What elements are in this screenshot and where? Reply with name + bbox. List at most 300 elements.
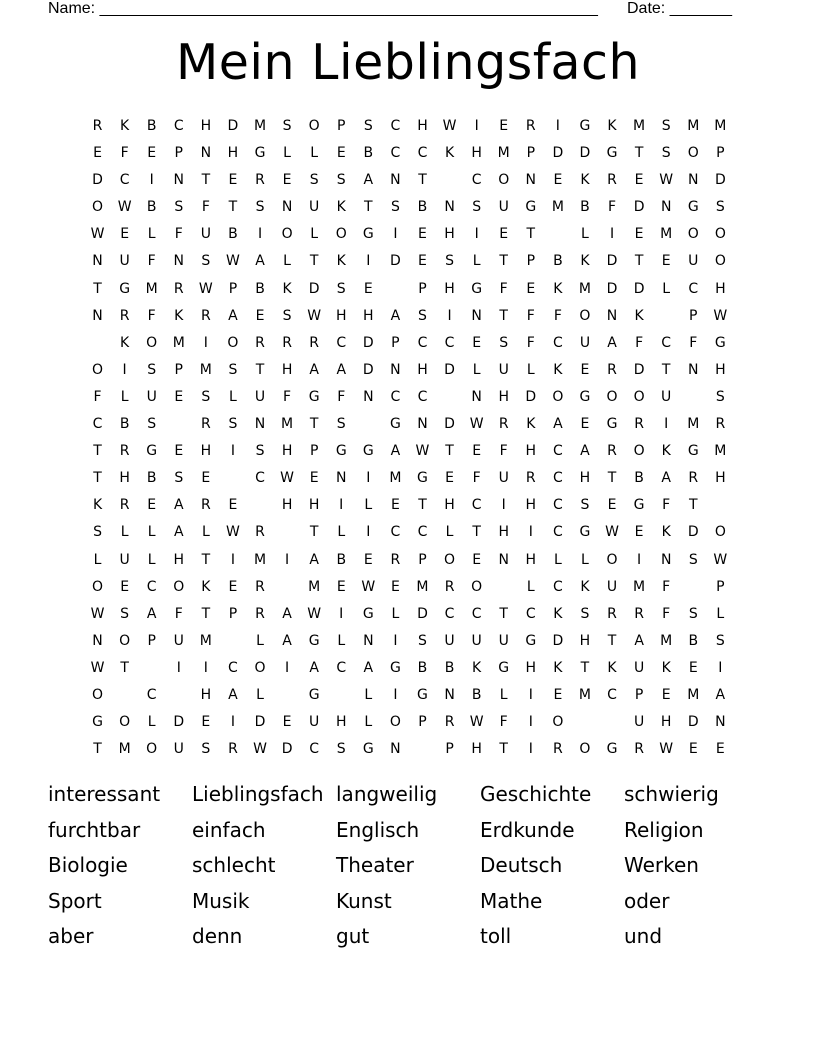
- grid-cell: A: [336, 361, 347, 378]
- grid-cell: N: [498, 551, 509, 568]
- grid-cell: R: [715, 416, 726, 433]
- word-list-item: Religion: [624, 817, 704, 842]
- grid-cell: F: [283, 388, 292, 405]
- grid-cell: H: [498, 388, 509, 405]
- grid-cell: [707, 492, 734, 519]
- grid-cell: D: [390, 253, 401, 270]
- grid-cell: E: [445, 470, 454, 487]
- grid-cell: U: [146, 388, 157, 405]
- grid-cell: E: [282, 172, 292, 189]
- grid-cell: G: [362, 605, 374, 622]
- grid-cell: [680, 384, 707, 411]
- grid-row: [84, 736, 736, 763]
- grid-cell: F: [553, 307, 562, 324]
- grid-cell: M: [687, 118, 700, 134]
- grid-cell: [165, 411, 192, 438]
- grid-cell: O: [335, 226, 347, 243]
- grid-cell: [274, 682, 301, 709]
- word-list-item: denn: [192, 924, 243, 949]
- grid-cell: I: [285, 551, 290, 568]
- grid-cell: H: [525, 659, 537, 676]
- grid-cell: [680, 574, 707, 601]
- grid-cell: E: [715, 741, 725, 758]
- grid-cell: M: [416, 578, 429, 595]
- grid-cell: E: [553, 686, 563, 703]
- grid-cell: P: [174, 361, 183, 378]
- grid-cell: R: [119, 307, 130, 324]
- grid-cell: P: [445, 741, 454, 758]
- grid-cell: R: [173, 280, 184, 297]
- grid-cell: R: [498, 416, 509, 433]
- grid-cell: F: [526, 334, 535, 351]
- grid-cell: F: [174, 605, 183, 622]
- grid-cell: U: [498, 632, 509, 649]
- grid-cell: D: [525, 388, 537, 405]
- grid-cell: W: [361, 578, 376, 595]
- word-list-item: interessant: [48, 782, 161, 806]
- grid-cell: E: [390, 578, 400, 595]
- grid-cell: G: [308, 388, 320, 405]
- grid-cell: K: [553, 659, 563, 676]
- grid-cell: N: [173, 253, 185, 270]
- grid-cell: A: [146, 605, 157, 622]
- grid-cell: I: [339, 497, 344, 514]
- grid-cell: L: [147, 226, 156, 243]
- grid-cell: [138, 655, 165, 682]
- grid-cell: M: [199, 361, 212, 378]
- grid-cell: E: [688, 741, 698, 758]
- grid-cell: K: [336, 199, 346, 216]
- grid-cell: E: [147, 497, 157, 514]
- date-field-label[interactable]: Date: _______: [627, 0, 732, 17]
- grid-cell: I: [366, 470, 371, 487]
- grid-cell: P: [418, 280, 427, 297]
- grid-cell: N: [281, 199, 293, 216]
- grid-cell: I: [609, 226, 615, 243]
- grid-cell: P: [228, 280, 238, 297]
- grid-cell: R: [119, 497, 130, 514]
- grid-cell: S: [255, 199, 265, 216]
- grid-cell: A: [363, 659, 374, 676]
- grid-cell: D: [227, 118, 239, 134]
- grid-cell: A: [228, 307, 238, 324]
- grid-cell: I: [122, 361, 127, 378]
- grid-cell: C: [417, 334, 428, 351]
- grid-row: [84, 682, 736, 709]
- grid-cell: C: [552, 497, 563, 514]
- grid-cell: B: [255, 280, 265, 297]
- grid-row: [84, 248, 736, 275]
- grid-cell: D: [417, 605, 428, 622]
- grid-cell: P: [418, 714, 427, 731]
- grid-cell: C: [661, 334, 672, 351]
- grid-cell: H: [308, 497, 320, 514]
- grid-cell: O: [633, 443, 645, 460]
- grid-cell: M: [389, 470, 402, 487]
- grid-cell: E: [174, 443, 184, 460]
- grid-cell: M: [714, 443, 727, 460]
- grid-cell: C: [228, 659, 238, 676]
- header-row: [48, 0, 748, 20]
- grid-cell: C: [390, 145, 401, 162]
- grid-cell: B: [580, 199, 590, 216]
- grid-cell: D: [633, 361, 645, 378]
- grid-cell: G: [308, 686, 320, 703]
- grid-cell: R: [200, 307, 211, 324]
- grid-cell: P: [716, 145, 725, 162]
- grid-cell: H: [173, 551, 185, 568]
- grid-cell: N: [660, 199, 672, 216]
- grid-cell: D: [281, 741, 293, 758]
- grid-cell: I: [176, 659, 181, 676]
- grid-cell: W: [198, 280, 213, 297]
- grid-cell: S: [336, 741, 346, 758]
- grid-cell: H: [715, 470, 726, 487]
- grid-cell: R: [255, 578, 265, 595]
- grid-cell: N: [471, 307, 482, 324]
- grid-cell: N: [363, 388, 374, 405]
- grid-cell: [436, 167, 463, 194]
- grid-cell: E: [201, 470, 211, 487]
- grid-cell: O: [119, 632, 131, 649]
- grid-cell: G: [579, 118, 591, 134]
- grid-cell: L: [256, 632, 264, 649]
- grid-cell: T: [93, 280, 102, 297]
- grid-cell: N: [471, 388, 482, 405]
- grid-cell: T: [201, 551, 211, 568]
- grid-cell: S: [661, 145, 671, 162]
- grid-cell: B: [444, 659, 455, 676]
- grid-cell: B: [146, 470, 157, 487]
- grid-cell: L: [120, 388, 129, 405]
- grid-cell: P: [174, 145, 183, 162]
- grid-cell: S: [580, 497, 590, 514]
- grid-row: [84, 384, 736, 411]
- grid-cell: U: [309, 199, 320, 216]
- grid-cell: T: [418, 497, 427, 514]
- grid-cell: B: [417, 659, 428, 676]
- grid-cell: B: [553, 253, 563, 270]
- grid-cell: H: [579, 470, 591, 487]
- grid-cell: C: [146, 578, 157, 595]
- grid-cell: N: [688, 172, 699, 189]
- grid-cell: O: [552, 388, 564, 405]
- grid-cell: E: [228, 578, 238, 595]
- grid-cell: H: [227, 145, 239, 162]
- grid-cell: C: [552, 578, 563, 595]
- grid-cell: B: [228, 226, 238, 243]
- grid-cell: L: [581, 226, 589, 243]
- grid-cell: C: [146, 686, 157, 703]
- grid-cell: E: [418, 253, 427, 270]
- grid-cell: E: [120, 226, 130, 243]
- grid-cell: D: [254, 714, 266, 731]
- grid-cell: F: [499, 714, 508, 731]
- grid-cell: P: [526, 145, 536, 162]
- grid-cell: O: [579, 307, 591, 324]
- grid-cell: M: [172, 334, 185, 351]
- grid-cell: C: [444, 334, 455, 351]
- grid-cell: S: [363, 118, 373, 134]
- grid-cell: L: [472, 361, 481, 378]
- grid-cell: M: [660, 226, 673, 243]
- grid-cell: A: [228, 686, 238, 703]
- grid-cell: H: [498, 524, 509, 541]
- word-list-item: und: [624, 924, 663, 949]
- grid-cell: S: [147, 416, 157, 433]
- grid-cell: R: [200, 416, 211, 433]
- grid-cell: H: [363, 307, 374, 324]
- grid-cell: [274, 519, 301, 546]
- grid-cell: C: [92, 416, 103, 433]
- grid-cell: O: [579, 741, 591, 758]
- grid-cell: O: [498, 172, 510, 189]
- grid-cell: T: [634, 145, 644, 162]
- grid-cell: G: [498, 659, 510, 676]
- grid-cell: I: [637, 551, 642, 568]
- grid-cell: [355, 411, 382, 438]
- grid-cell: [544, 221, 571, 248]
- grid-cell: E: [580, 416, 590, 433]
- grid-cell: U: [606, 578, 618, 595]
- grid-cell: M: [497, 145, 510, 162]
- grid-cell: O: [119, 714, 131, 731]
- grid-cell: I: [339, 605, 344, 622]
- grid-cell: P: [716, 578, 725, 595]
- grid-cell: W: [307, 605, 322, 622]
- grid-cell: C: [336, 659, 347, 676]
- grid-cell: T: [201, 605, 211, 622]
- grid-cell: U: [498, 199, 509, 216]
- grid-cell: U: [119, 551, 130, 568]
- grid-cell: U: [688, 253, 699, 270]
- grid-cell: P: [391, 334, 400, 351]
- grid-cell: T: [634, 253, 644, 270]
- grid-cell: G: [579, 388, 591, 405]
- grid-cell: E: [336, 145, 346, 162]
- grid-cell: G: [633, 497, 645, 514]
- grid-cell: I: [393, 632, 398, 649]
- grid-cell: O: [471, 578, 483, 595]
- grid-cell: L: [310, 145, 319, 162]
- grid-cell: T: [499, 741, 508, 758]
- grid-cell: H: [335, 714, 347, 731]
- grid-cell: T: [445, 443, 454, 460]
- grid-cell: M: [308, 578, 321, 595]
- grid-cell: L: [581, 551, 589, 568]
- grid-cell: [382, 276, 409, 303]
- grid-cell: W: [117, 199, 132, 216]
- grid-cell: L: [283, 145, 291, 162]
- grid-cell: R: [255, 172, 265, 189]
- grid-cell: H: [525, 443, 537, 460]
- grid-cell: K: [526, 416, 536, 433]
- word-list-item: gut: [336, 924, 370, 949]
- grid-cell: T: [201, 172, 211, 189]
- grid-cell: H: [444, 280, 455, 297]
- grid-cell: O: [714, 226, 726, 243]
- grid-cell: D: [579, 145, 591, 162]
- grid-cell: O: [146, 334, 158, 351]
- grid-cell: A: [309, 659, 319, 676]
- grid-cell: C: [390, 118, 401, 134]
- grid-cell: L: [716, 605, 725, 622]
- grid-cell: L: [310, 226, 319, 243]
- word-search-grid: [84, 113, 736, 763]
- grid-cell: N: [606, 307, 618, 324]
- grid-cell: F: [337, 388, 346, 405]
- grid-cell: W: [469, 714, 484, 731]
- grid-cell: I: [257, 226, 263, 243]
- grid-cell: K: [92, 497, 103, 514]
- grid-cell: W: [226, 524, 240, 541]
- grid-cell: A: [715, 686, 726, 703]
- grid-cell: G: [362, 226, 374, 243]
- grid-cell: M: [687, 686, 700, 703]
- grid-cell: E: [390, 497, 400, 514]
- grid-cell: D: [552, 632, 564, 649]
- grid-cell: W: [253, 741, 267, 758]
- grid-cell: F: [174, 226, 183, 243]
- grid-cell: K: [661, 524, 671, 541]
- grid-cell: U: [444, 632, 455, 649]
- grid-cell: T: [499, 605, 508, 622]
- grid-cell: A: [553, 416, 563, 433]
- grid-row: [84, 601, 736, 628]
- grid-cell: M: [687, 416, 700, 433]
- grid-cell: W: [605, 524, 619, 541]
- grid-cell: [219, 465, 246, 492]
- grid-cell: F: [526, 307, 535, 324]
- grid-cell: E: [472, 334, 482, 351]
- grid-cell: G: [362, 741, 374, 758]
- grid-cell: R: [228, 741, 238, 758]
- grid-cell: D: [173, 714, 185, 731]
- grid-cell: T: [309, 524, 319, 541]
- word-list-item: aber: [48, 924, 94, 949]
- grid-cell: H: [715, 280, 726, 297]
- grid-cell: S: [201, 741, 211, 758]
- grid-cell: R: [92, 118, 103, 134]
- grid-cell: C: [471, 497, 482, 514]
- grid-cell: S: [228, 416, 238, 433]
- grid-cell: L: [283, 253, 291, 270]
- grid-cell: B: [119, 416, 130, 433]
- grid-cell: H: [335, 307, 347, 324]
- grid-cell: R: [525, 118, 536, 134]
- grid-cell: D: [633, 280, 645, 297]
- grid-cell: G: [417, 470, 428, 487]
- word-list-item: Biologie: [48, 853, 128, 878]
- word-list-item: Geschichte: [480, 782, 592, 806]
- grid-cell: H: [444, 497, 455, 514]
- grid-cell: F: [635, 334, 644, 351]
- grid-cell: N: [688, 361, 699, 378]
- grid-cell: O: [173, 578, 185, 595]
- name-field-label[interactable]: Name: ________________________________________________________: [48, 0, 598, 17]
- grid-cell: E: [607, 497, 617, 514]
- grid-cell: T: [607, 470, 617, 487]
- grid-cell: G: [606, 741, 618, 758]
- grid-cell: S: [580, 605, 590, 622]
- grid-cell: O: [606, 551, 618, 568]
- grid-cell: K: [174, 307, 184, 324]
- grid-cell: R: [309, 334, 320, 351]
- grid-cell: W: [713, 307, 728, 324]
- grid-cell: I: [285, 659, 290, 676]
- grid-cell: I: [664, 416, 669, 433]
- grid-cell: R: [444, 578, 455, 595]
- grid-cell: H: [444, 226, 455, 243]
- grid-cell: T: [309, 416, 319, 433]
- grid-row: [84, 519, 736, 546]
- grid-cell: R: [607, 172, 617, 189]
- grid-cell: I: [528, 524, 533, 541]
- grid-cell: D: [362, 334, 374, 351]
- grid-row: [84, 303, 736, 330]
- grid-cell: R: [200, 497, 211, 514]
- grid-cell: R: [634, 741, 644, 758]
- grid-cell: C: [552, 524, 563, 541]
- grid-cell: O: [444, 551, 456, 568]
- grid-cell: C: [552, 443, 563, 460]
- grid-cell: G: [119, 280, 131, 297]
- grid-cell: N: [660, 551, 672, 568]
- grid-cell: A: [363, 172, 374, 189]
- word-list-item: Deutsch: [480, 853, 563, 878]
- grid-cell: I: [474, 226, 479, 243]
- grid-cell: L: [337, 632, 346, 649]
- grid-cell: E: [363, 280, 373, 297]
- grid-row: [84, 655, 736, 682]
- grid-cell: N: [390, 361, 401, 378]
- grid-cell: [436, 384, 463, 411]
- grid-cell: S: [282, 307, 292, 324]
- grid-cell: M: [660, 632, 673, 649]
- grid-cell: S: [309, 172, 319, 189]
- grid-cell: N: [715, 714, 726, 731]
- grid-cell: E: [228, 172, 238, 189]
- grid-cell: K: [120, 118, 130, 134]
- grid-cell: B: [336, 551, 347, 568]
- grid-cell: E: [93, 145, 102, 162]
- grid-cell: F: [607, 199, 617, 216]
- grid-cell: N: [363, 632, 374, 649]
- grid-cell: K: [553, 605, 563, 622]
- grid-cell: N: [390, 741, 401, 758]
- grid-cell: U: [579, 334, 591, 351]
- grid-cell: E: [634, 172, 644, 189]
- grid-cell: A: [580, 443, 590, 460]
- grid-cell: I: [149, 172, 154, 189]
- grid-cell: I: [474, 118, 479, 134]
- grid-cell: A: [661, 470, 671, 487]
- grid-cell: I: [528, 714, 533, 731]
- grid-cell: G: [389, 659, 401, 676]
- grid-cell: R: [607, 605, 617, 622]
- grid-cell: O: [92, 199, 104, 216]
- grid-cell: K: [634, 307, 644, 324]
- grid-cell: S: [228, 361, 238, 378]
- grid-cell: [598, 709, 625, 736]
- grid-cell: U: [498, 470, 509, 487]
- grid-cell: S: [174, 199, 184, 216]
- grid-cell: K: [580, 172, 590, 189]
- grid-cell: S: [120, 605, 130, 622]
- grid-cell: G: [389, 416, 401, 433]
- grid-cell: W: [226, 253, 240, 270]
- grid-cell: N: [92, 253, 103, 270]
